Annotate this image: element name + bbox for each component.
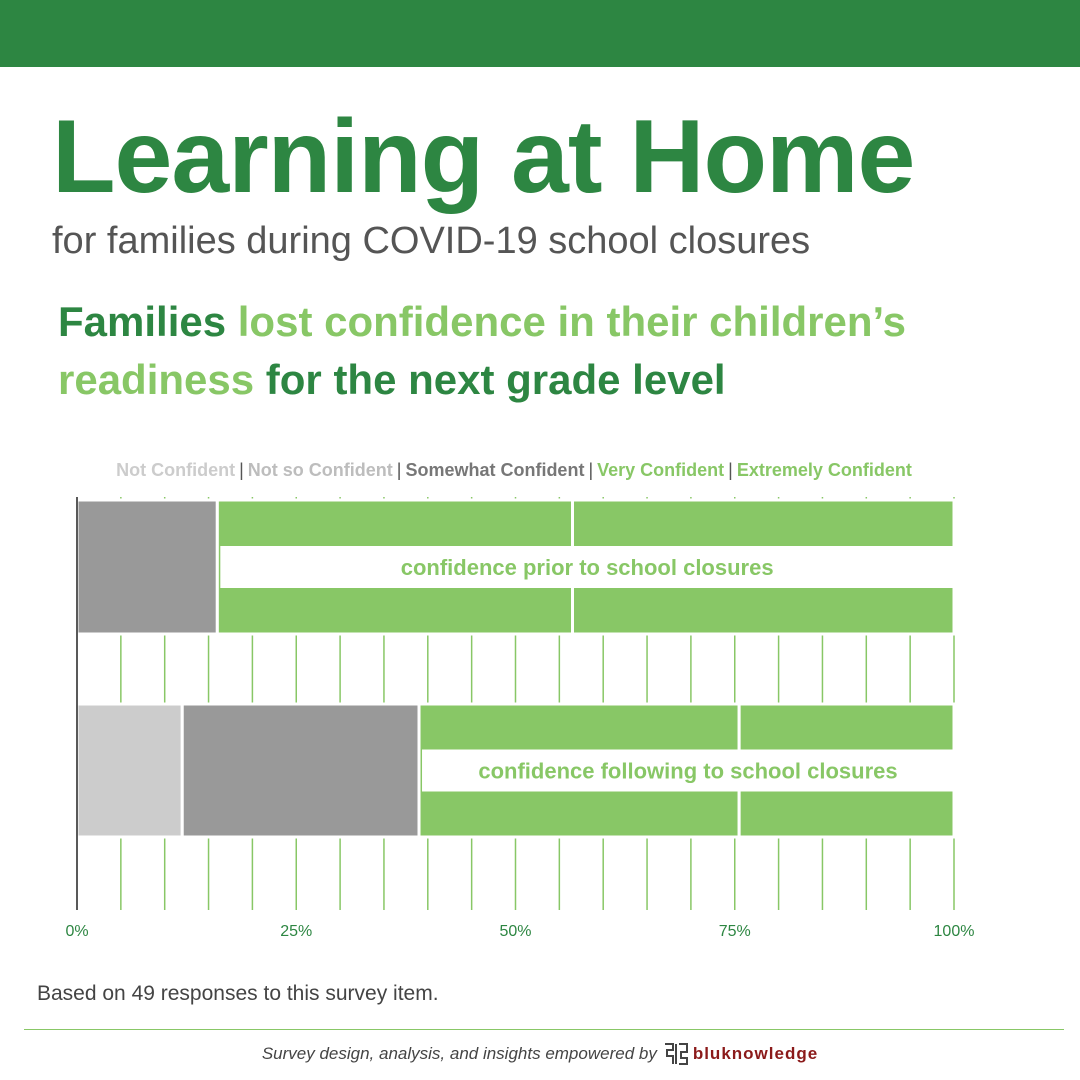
credit-text: Survey design, analysis, and insights empowered by	[261, 1044, 657, 1063]
brand-name: bluknowledge	[692, 1044, 819, 1063]
maze-logo-icon	[663, 1042, 689, 1066]
x-tick-label: 50%	[499, 923, 532, 940]
legend-separator: |	[728, 460, 733, 480]
bar-category-label: confidence following to school closures	[478, 758, 898, 784]
headline-part-3: for the next grade level	[254, 356, 726, 403]
headline-part-1: Families	[58, 298, 238, 345]
bar-segment	[77, 500, 217, 634]
x-tick-label: 100%	[933, 923, 975, 940]
page-title: Learning at Home	[52, 99, 915, 215]
legend-not-confident: Not Confident	[116, 460, 236, 480]
bar-category-label: confidence prior to school closures	[400, 555, 774, 580]
chart-legend	[0, 460, 1028, 481]
page-subtitle: for families during COVID-19 school closures	[52, 220, 811, 262]
bar-segment	[77, 704, 182, 837]
brand-logo	[663, 1042, 818, 1066]
legend-somewhat-confident: Somewhat Confident	[405, 460, 585, 480]
stacked-bar-chart	[0, 490, 1080, 950]
footnote: Based on 49 responses to this survey item.	[37, 982, 439, 1005]
x-tick-label: 25%	[280, 923, 313, 940]
legend-separator: |	[239, 460, 244, 480]
legend-extremely-confident: Extremely Confident	[736, 460, 912, 480]
footer-divider	[24, 1029, 1064, 1030]
x-tick-label: 75%	[718, 923, 751, 940]
headline-highlight: lost confidence in their children’s readiness	[58, 298, 906, 403]
legend-separator: |	[396, 460, 402, 480]
x-tick-label: 0%	[65, 923, 89, 940]
legend-very-confident: Very Confident	[597, 460, 725, 480]
legend-not-so-confident: Not so Confident	[247, 460, 393, 480]
bar-segment	[182, 704, 419, 837]
headline	[58, 293, 1018, 409]
legend-separator: |	[588, 460, 594, 480]
credit-line	[0, 1040, 1080, 1068]
header-band	[0, 0, 1080, 67]
